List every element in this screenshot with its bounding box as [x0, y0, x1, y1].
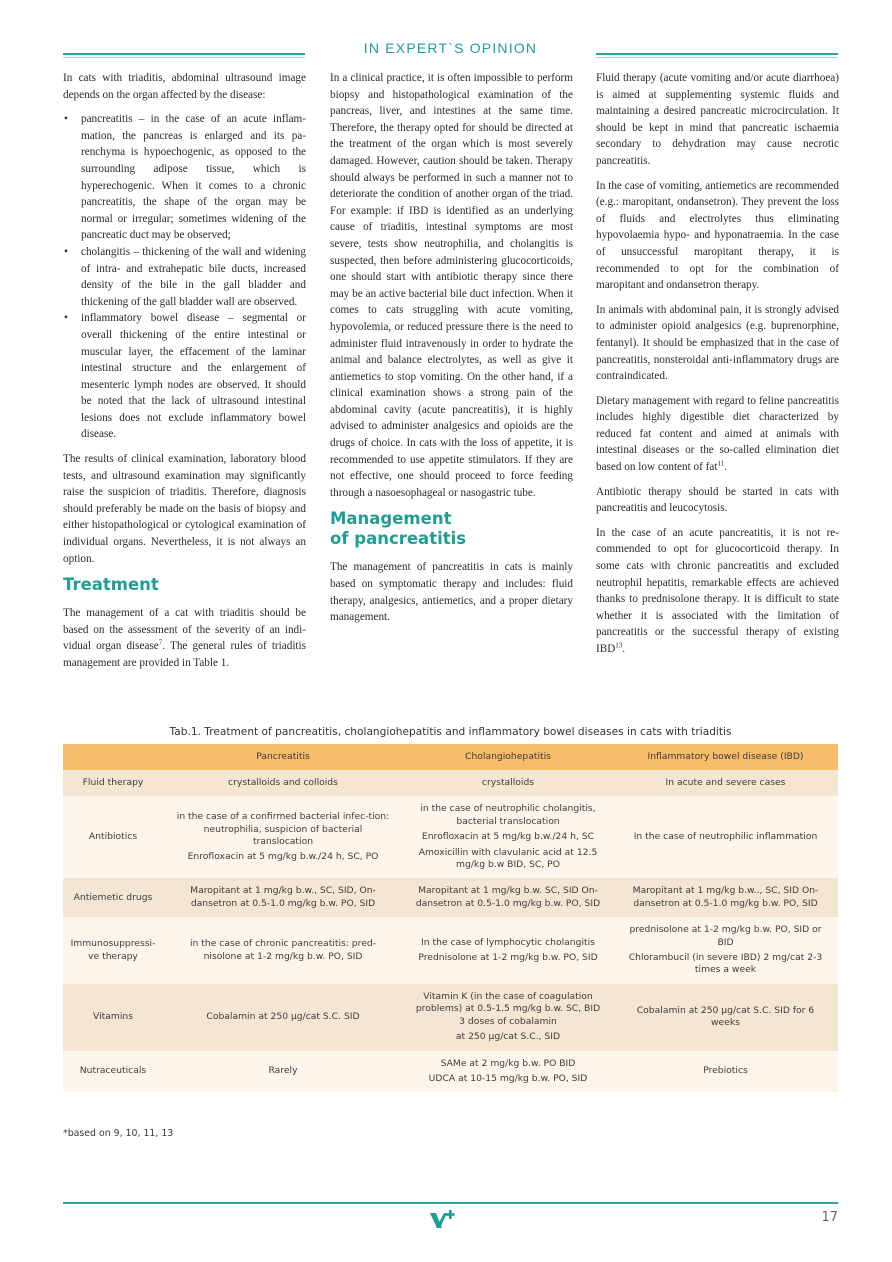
treatment-table	[63, 744, 838, 1092]
column-3	[596, 70, 839, 666]
cell-line: UDCA at 10-15 mg/kg b.w. PO, SID	[428, 1072, 588, 1084]
heading-line: Management	[330, 509, 452, 529]
table-body	[63, 770, 838, 1092]
page-header	[63, 40, 838, 64]
cell-line: at 250 µg/cat S.C., SID	[455, 1031, 561, 1043]
row-label: Nutraceuticals	[63, 1051, 163, 1093]
table-cell-pancreatitis	[163, 917, 403, 984]
cell-line: in the case of neutrophilic cholangitis, bacterial translocation	[420, 803, 596, 827]
publisher-logo-icon	[426, 1207, 460, 1231]
section-title: IN EXPERT`S OPINION	[363, 40, 538, 56]
heading-line: of pancreatitis	[330, 529, 467, 549]
table-cell-cholangiohepatitis	[403, 1051, 613, 1093]
heading-management-of-pancreatitis	[330, 509, 573, 549]
table-cell-cholangiohepatitis	[403, 917, 613, 984]
heading-treatment: Treatment	[63, 575, 159, 595]
cell-line: In the case of neutrophilic inflammation	[633, 831, 818, 843]
cell-line: prednisolone at 1-2 mg/kg b.w. PO, SID or BID	[629, 924, 822, 948]
column-header	[63, 744, 163, 770]
paragraph: Fluid therapy (acute vomiting and/or acute diarrhoea) is aimed at supplementing systemic fluids and maintaining a desired pancreatic microcirculation. It should be kept in mind that pancreatic ischaemia secondary to dehydration may cause necrotic pancreatitis.	[596, 72, 839, 167]
column-header: Cholangiohepatitis	[403, 744, 613, 770]
row-label: Fluid therapy	[63, 770, 163, 796]
paragraph	[596, 393, 839, 476]
table-row	[63, 796, 838, 878]
cell-line: Vitamin K (in the case of coagulation problems) at 0.5-1.5 mg/kg b.w. SC, BID 3 doses of cobalamin	[415, 990, 601, 1027]
column-1	[63, 70, 306, 680]
row-label: Vitamins	[63, 984, 163, 1051]
column-2	[330, 70, 573, 634]
table-row	[63, 1051, 838, 1093]
table-cell-cholangiohepatitis	[403, 770, 613, 796]
table-cell-cholangiohepatitis	[403, 878, 613, 917]
citation-ref: 7	[158, 638, 163, 647]
table-cell-ibd	[613, 796, 838, 878]
text: In the case of an acute pancreatitis, it is not recommended to opt for glucocorticoid therapy. In some cats with chronic pancreatitis and excluded neutrophil hepatitis, remarkable effects are achieved thanks to prednisolone therapy. It is difficult to state whether it is associated with the limitation of pancreatitis or the successful therapy of existing IBD	[596, 526, 839, 655]
cell-line: SAMe at 2 mg/kg b.w. PO BID	[440, 1057, 576, 1069]
cell-line: In acute and severe cases	[665, 777, 786, 788]
table-cell-ibd	[613, 984, 838, 1051]
list-item: • inflammatory bowel disease – segmental or overall thickening of the entire intestinal or muscular layer, the effacement of the laminar intestinal structure and the enlargement of mesenteric lymph nodes are observed. It should be noted that the lack of ultrasound intestinal lesions does not exclude inflammatory bowel disease.	[63, 310, 306, 443]
table-cell-ibd	[613, 878, 838, 917]
paragraph	[63, 605, 306, 671]
table-caption: Tab.1. Treatment of pancreatitis, cholangiohepatitis and inflammatory bowel diseases in cats with triaditis	[169, 726, 732, 738]
citation-ref: 11	[717, 459, 725, 468]
table-cell-ibd	[613, 770, 838, 796]
cell-line: in the case of chronic pancreatitis: pred-nisolone at 1-2 mg/kg b.w. PO, SID	[189, 938, 377, 962]
table-cell-ibd	[613, 917, 838, 984]
cell-line: in the case of a confirmed bacterial infec-tion: neutrophilia, suspicion of bacterial translocation	[176, 811, 390, 847]
table-cell-cholangiohepatitis	[403, 984, 613, 1051]
row-label: Immunosuppressi-ve therapy	[63, 917, 163, 984]
cell-line: Maropitant at 1 mg/kg b.w.., SC, SID On-dansetron at 0.5-1.0 mg/kg b.w. PO, SID	[632, 885, 819, 909]
table-cell-pancreatitis	[163, 878, 403, 917]
citation-ref: 13	[615, 641, 623, 650]
cell-line: Enrofloxacin at 5 mg/kg b.w./24 h, SC	[421, 831, 595, 843]
table-cell-pancreatitis	[163, 984, 403, 1051]
cell-line: Maropitant at 1 mg/kg b.w., SC, SID, On-dansetron at 0.5-1.0 mg/kg b.w. PO, SID	[190, 885, 376, 909]
paragraph: In the case of vomiting, antiemetics are recommended (e.g.: maropitant, ondansetron). They prevent the loss of fluids and electrolytes thus eliminating hypovolaemia hypo- and hyponatraemia. In the case of unsuccessful maropitant therapy, it is recommended to opt for the combination of maropitant and ondansetron therapy.	[596, 179, 839, 292]
cell-line: crystalloids	[481, 777, 535, 788]
paragraph: In cats with triaditis, abdominal ultrasound image depends on the organ affected by the disease:	[63, 72, 306, 101]
cell-line: Chlorambucil (in severe IBD) 2 mg/cat 2-3 times a week	[628, 952, 823, 976]
table-cell-pancreatitis	[163, 770, 403, 796]
table-cell-pancreatitis	[163, 796, 403, 878]
header-rule-right	[596, 53, 838, 55]
table-cell-pancreatitis	[163, 1051, 403, 1093]
cell-line: Cobalamin at 250 µg/cat S.C. SID for 6 weeks	[636, 1004, 815, 1029]
table-row	[63, 917, 838, 984]
table-cell-cholangiohepatitis	[403, 796, 613, 878]
column-header: Pancreatitis	[163, 744, 403, 770]
ultrasound-findings-list	[63, 111, 306, 443]
text: .	[622, 643, 626, 655]
text: .	[724, 461, 728, 474]
text: Dietary management with regard to feline pancreatitis includes highly digestible diet characterized by reduced fat content and aimed at animals with intestinal diseases or the so-called elimination diet based on low content of fat	[596, 394, 839, 474]
cell-line: crystalloids and colloids	[228, 777, 338, 788]
list-item: • cholangitis – thickening of the wall and widening of intra- and extrahepatic bile ducts, increased density of the bile in the gall bladder and thickening of the gall bladder wall are observed.	[63, 244, 306, 310]
table-footnote: *based on 9, 10, 11, 13	[63, 1128, 174, 1139]
cell-line: Prebiotics	[703, 1065, 748, 1077]
row-label: Antibiotics	[63, 796, 163, 878]
cell-line: Rarely	[268, 1065, 298, 1077]
paragraph: The results of clinical examination, laboratory blood tests, and ultrasound examination may significantly raise the suspicion of triaditis. Therefore, diagnosis should preferably be made on the basis of biopsy and either histopathological or cytological examination of individual organs. Nevertheless, it is not always an option.	[63, 453, 306, 565]
list-item: • pancreatitis – in the case of an acute inflammation, the pancreas is enlarged and its parenchyma is hypoechogenic, as opposed to the surrounding adipose tissue, which is hyperechogenic. When it comes to a chronic pancreatitis, the shape of the organ may be normal or irregular; sometimes widening of the pancreatic duct may be observed;	[63, 111, 306, 244]
text: The management of a cat with triaditis should be based on the assessment of the severity of an individual organ disease	[63, 607, 306, 653]
table-row	[63, 878, 838, 917]
cell-line: Cobalamin at 250 µg/cat S.C. SID	[206, 1010, 360, 1022]
text: . The general rules of triaditis management are provided in Table 1.	[63, 640, 307, 669]
table-cell-ibd	[613, 1051, 838, 1093]
footer-rule	[63, 1202, 838, 1204]
paragraph	[596, 525, 839, 658]
column-header: Inflammatory bowel disease (IBD)	[613, 744, 838, 770]
table-row	[63, 770, 838, 796]
paragraph: The management of pancreatitis in cats is mainly based on symptomatic therapy and includes: fluid therapy, analgesics, antiemetics, and a proper dietary management.	[330, 561, 573, 624]
cell-line: Enrofloxacin at 5 mg/kg b.w./24 h, SC, PO	[187, 851, 379, 863]
cell-line: In the case of lymphocytic cholangitis	[421, 936, 595, 948]
page-number: 17	[821, 1210, 838, 1225]
cell-line: Amoxicillin with clavulanic acid at 12.5 mg/kg b.w BID, SC, PO	[418, 846, 598, 871]
cell-line: Prednisolone at 1-2 mg/kg b.w. PO, SID	[418, 952, 598, 964]
table-header-row	[63, 744, 838, 770]
cell-line: Maropitant at 1 mg/kg b.w. SC, SID On-dansetron at 0.5-1.0 mg/kg b.w. PO, SID	[415, 885, 601, 909]
row-label: Antiemetic drugs	[63, 878, 163, 917]
table-row	[63, 984, 838, 1051]
paragraph: In a clinical practice, it is often impossible to perform biopsy and histopathological examination of the pancreas, liver, and intestines at the same time. Therefore, the therapy opted for should be directed at the treatment of the organ which is most severely damaged. However, caution should be taken. Therapy should always be performed in such a manner not to deteriorate the condition of another organ of the triad. For example: if IBD is identified as an underlying cause of triaditis, intestinal symptoms are most severe, tests show neutrophilia, and cholangitis is suspected, then before administering glucocorticoids, one should start with antibiotic therapy since there may be an active bacterial bile duct infection. When it comes to cats struggling with acute vomiting, hypovolemia, or reduced pressure there is the need to administer fluid intravenously in order to hydrate the animal and balance electrolytes, as well as give it antiemetics to stop vomiting. On the other hand, if a clinical examination shows a strong pain of the abdominal cavity (acute pancreatitis), it is highly advised to administer analgesics and opioids are the drugs of choice. In cats with the loss of appetite, it is recommended to use appetite stimulators. If they are not effective, one should proceed to force feeding through a nasoesophageal or nasogastric tube.	[330, 72, 573, 499]
paragraph: Antibiotic therapy should be started in cats with pancreatitis and leucocytosis.	[596, 485, 839, 515]
paragraph: In animals with abdominal pain, it is strongly advised to administer opioid analgesics (e.g. buprenorphine, fentanyl). It should be emphasized that in the case of pancreatitis, nonsteroidal anti-inflammatory drugs are contraindicated.	[596, 303, 839, 383]
